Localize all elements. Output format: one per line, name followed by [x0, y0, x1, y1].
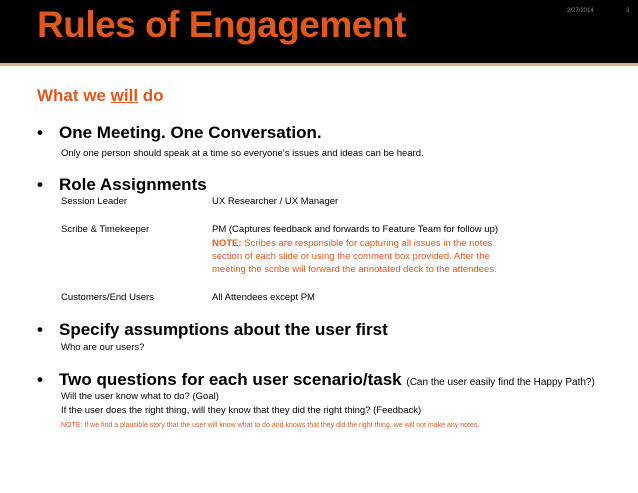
- assumptions-detail: Who are our users?: [61, 342, 145, 353]
- role-customers: Customers/End Users: [61, 292, 154, 303]
- role-scribe: Scribe & Timekeeper: [61, 224, 150, 235]
- bullet-dot: •: [37, 123, 43, 142]
- subheading-prefix: What we: [37, 86, 111, 105]
- one-meeting-detail: Only one person should speak at a time so everyone’s issues and ideas can be heard.: [61, 148, 424, 159]
- question-feedback: If the user does the right thing, will they know that they did the right thing? (Feedback): [61, 405, 422, 416]
- bullet-dot: •: [37, 320, 43, 339]
- slide-date: 2/27/2014: [567, 8, 594, 14]
- scribe-note-line3: meeting the scribe will forward the annotated deck to the attendees.: [212, 264, 497, 275]
- role-customers-who: All Attendees except PM: [212, 292, 315, 303]
- title-bar: [0, 0, 638, 63]
- bullet-title: One Meeting. One Conversation.: [59, 123, 322, 142]
- section-subheading: [37, 86, 164, 106]
- bullet-role-assignments: [37, 175, 207, 195]
- bullet-dot: •: [37, 370, 43, 389]
- scribe-note-label: NOTE:: [212, 238, 242, 249]
- subheading-suffix: do: [138, 86, 164, 105]
- scribe-note-line2: section of each slide or using the comment box provided. After the: [212, 251, 490, 262]
- role-session-leader-who: UX Researcher / UX Manager: [212, 196, 339, 207]
- bullet-one-meeting: [37, 123, 322, 143]
- two-questions-parenthetical: (Can the user easily find the Happy Path?): [406, 377, 595, 388]
- bullet-assumptions: [37, 320, 388, 340]
- subheading-emphasis: will: [110, 86, 139, 105]
- slide-title: Rules of Engagement: [37, 4, 406, 45]
- role-session-leader: Session Leader: [61, 196, 128, 207]
- bullet-dot: •: [37, 175, 43, 194]
- two-questions-note: NOTE: If we find a plausible story that the user will know what to do and knows that they did the right thing, we will not make any notes.: [61, 422, 480, 429]
- bullet-title: Role Assignments: [59, 175, 207, 194]
- scribe-note-line1: [212, 238, 492, 249]
- bullet-title: Specify assumptions about the user first: [59, 320, 388, 339]
- bullet-title: Two questions for each user scenario/task: [59, 370, 402, 389]
- role-scribe-who: PM (Captures feedback and forwards to Feature Team for follow up): [212, 224, 499, 235]
- scribe-note-text: Scribes are responsible for capturing all issues in the notes: [241, 238, 493, 249]
- title-divider: [0, 63, 638, 66]
- slide-number: 3: [626, 8, 630, 14]
- bullet-two-questions: [37, 370, 595, 390]
- question-goal: Will the user know what to do? (Goal): [61, 391, 219, 402]
